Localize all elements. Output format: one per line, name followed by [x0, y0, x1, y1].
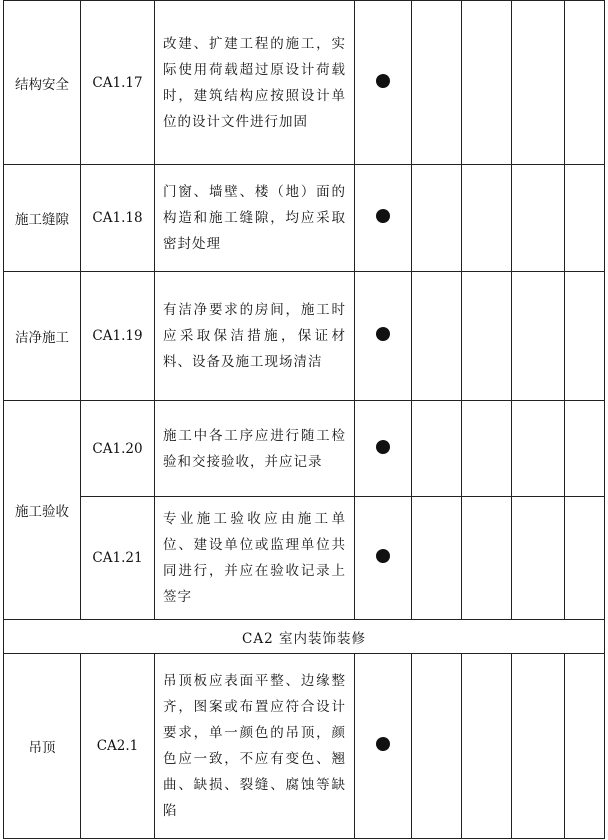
- category-cell: 洁净施工: [4, 272, 81, 401]
- category-cell: 吊顶: [4, 654, 81, 839]
- empty-cell: [462, 1, 512, 165]
- table-row: [4, 272, 605, 401]
- empty-cell: [462, 165, 512, 272]
- empty-cell: [462, 654, 512, 839]
- description-cell: 门窗、墙壁、楼（地）面的构造和施工缝隙，均应采取密封处理: [155, 165, 355, 272]
- specification-table: [3, 0, 605, 839]
- empty-cell: [412, 165, 462, 272]
- description-cell: 有洁净要求的房间，施工时应采取保洁措施，保证材料、设备及施工现场清洁: [155, 272, 355, 401]
- empty-cell: [412, 272, 462, 401]
- empty-cell: [512, 165, 565, 272]
- empty-cell: [462, 401, 512, 497]
- mark-cell: [355, 272, 412, 401]
- empty-cell: [565, 1, 605, 165]
- filled-circle-icon: [376, 440, 390, 454]
- empty-cell: [512, 497, 565, 620]
- table-row: [4, 654, 605, 839]
- empty-cell: [512, 654, 565, 839]
- empty-cell: [512, 272, 565, 401]
- code-cell: CA1.18: [81, 165, 155, 272]
- empty-cell: [565, 654, 605, 839]
- section-row: [4, 620, 605, 654]
- filled-circle-icon: [376, 737, 390, 751]
- category-cell: 结构安全: [4, 1, 81, 165]
- code-cell: CA1.17: [81, 1, 155, 165]
- empty-cell: [462, 272, 512, 401]
- code-cell: CA1.21: [81, 497, 155, 620]
- filled-circle-icon: [376, 327, 390, 341]
- code-cell: CA1.19: [81, 272, 155, 401]
- filled-circle-icon: [376, 549, 390, 563]
- description-cell: 改建、扩建工程的施工，实际使用荷载超过原设计荷载时，建筑结构应按照设计单位的设计文件进行加固: [155, 1, 355, 165]
- description-cell: 施工中各工序应进行随工检验和交接验收，并应记录: [155, 401, 355, 497]
- empty-cell: [565, 272, 605, 401]
- table-row: [4, 497, 605, 620]
- category-cell: 施工验收: [4, 401, 81, 620]
- code-cell: CA2.1: [81, 654, 155, 839]
- table-row: [4, 165, 605, 272]
- filled-circle-icon: [376, 74, 390, 88]
- empty-cell: [412, 401, 462, 497]
- mark-cell: [355, 1, 412, 165]
- table-row: [4, 1, 605, 165]
- mark-cell: [355, 497, 412, 620]
- empty-cell: [412, 654, 462, 839]
- empty-cell: [412, 1, 462, 165]
- empty-cell: [512, 1, 565, 165]
- empty-cell: [565, 165, 605, 272]
- empty-cell: [512, 401, 565, 497]
- empty-cell: [565, 497, 605, 620]
- description-cell: 专业施工验收应由施工单位、建设单位或监理单位共同进行，并应在验收记录上签字: [155, 497, 355, 620]
- table-row: [4, 401, 605, 497]
- empty-cell: [462, 497, 512, 620]
- category-cell: 施工缝隙: [4, 165, 81, 272]
- mark-cell: [355, 654, 412, 839]
- mark-cell: [355, 401, 412, 497]
- mark-cell: [355, 165, 412, 272]
- description-cell: 吊顶板应表面平整、边缘整齐，图案或布置应符合设计要求，单一颜色的吊顶，颜色应一致，不应有变色、翘曲、缺损、裂缝、腐蚀等缺陷: [155, 654, 355, 839]
- section-title: CA2 室内装饰装修: [4, 620, 605, 654]
- filled-circle-icon: [376, 209, 390, 223]
- empty-cell: [565, 401, 605, 497]
- code-cell: CA1.20: [81, 401, 155, 497]
- empty-cell: [412, 497, 462, 620]
